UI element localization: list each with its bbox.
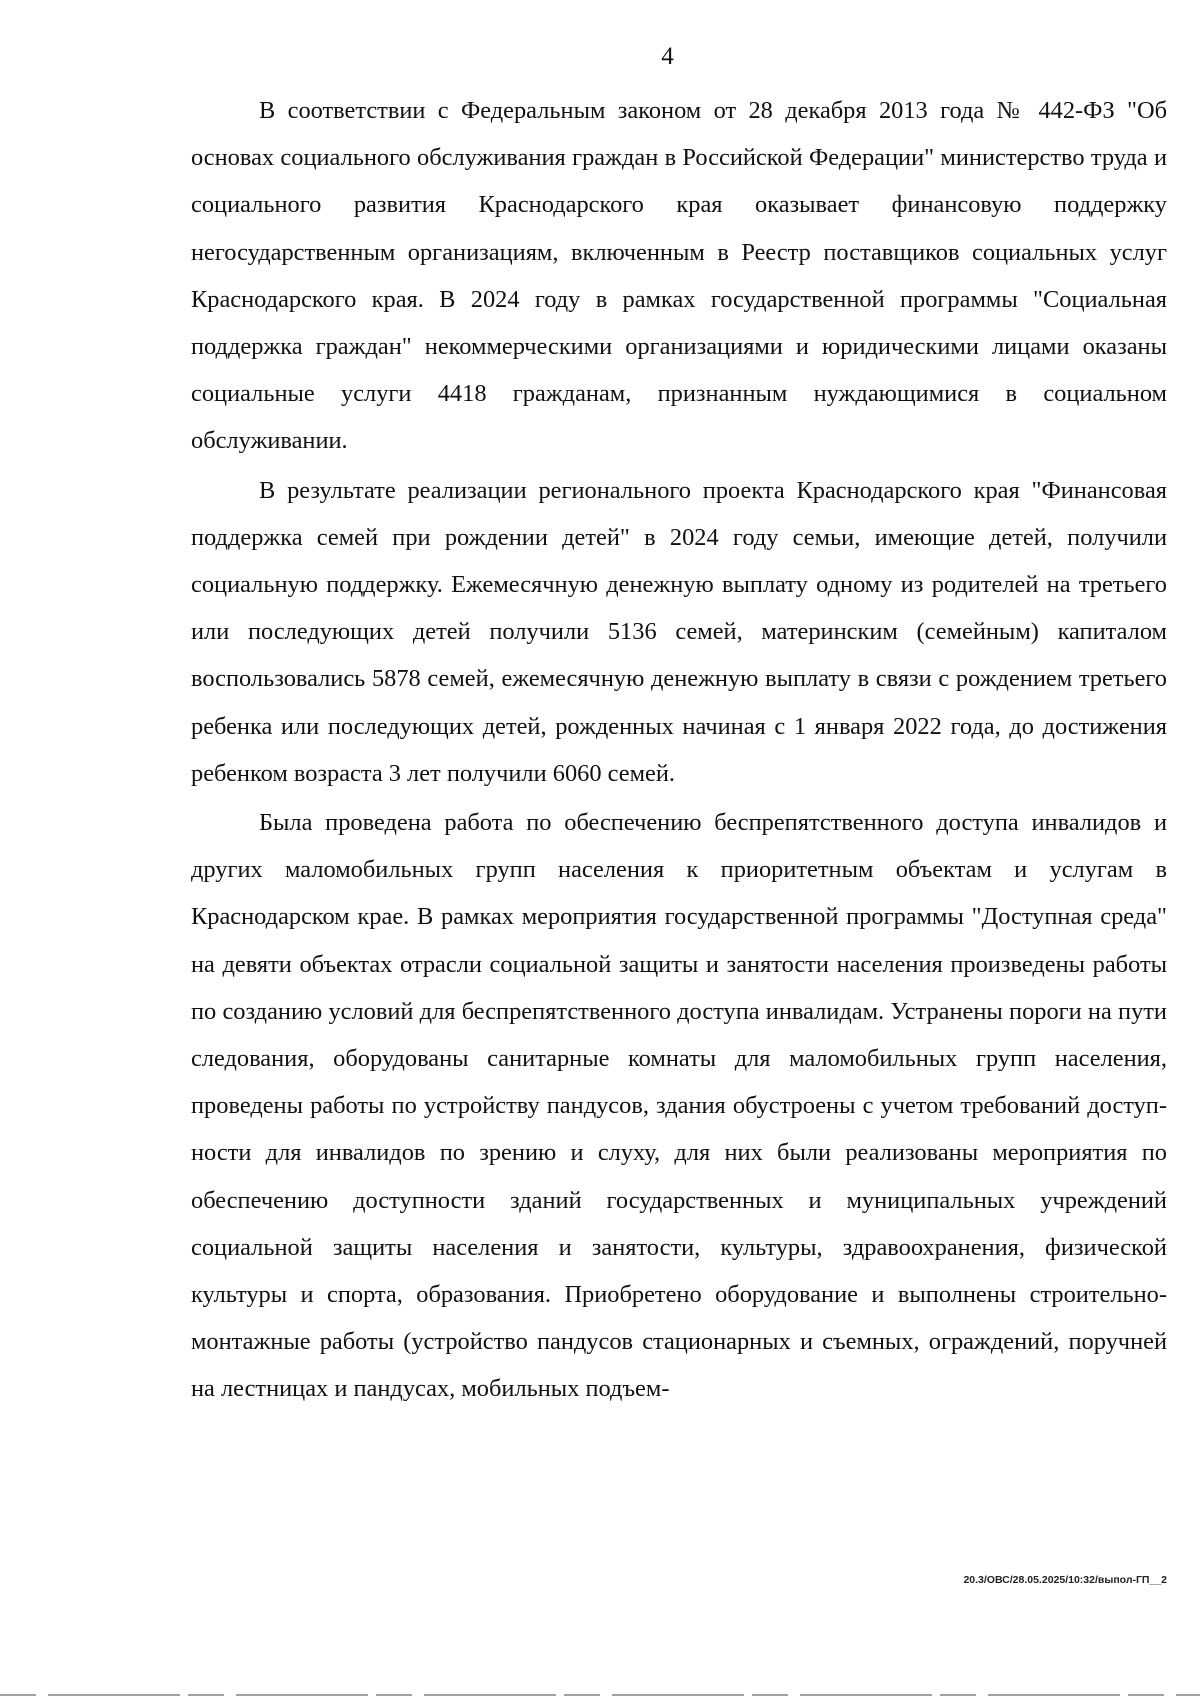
paragraph-family-support: В результате реализации регионального проекта Краснодарского края "Финансовая поддержка семей при рождении детей" в 2024 году семьи, имеющие детей, получили социальную поддержку. Ежемесячную денежную выплату одному из родителей на третьего или последующих детей получили 5136 семей, материнским (семейным) капиталом воспользовались 5878 семей, ежемесячную денежную выплату в связи с рождением третьего ребенка или последующих детей, рожденных начиная с 1 января 2022 года, до достижения ребенком возраста 3 лет получили 6060 семей. [191, 476, 1167, 787]
page-number: 4 [661, 43, 674, 70]
document-registration-code: 20.3/ОВС/28.05.2025/10:32/выпол-ГП__2 [963, 1574, 1167, 1586]
document-body [191, 87, 1167, 1413]
paragraph-social-services-support: В соответствии с Федеральным законом от 28 декабря 2013 года № 442-ФЗ "Об основах социального обслуживания граждан в Российской Федерации" министерство труда и социального развития Краснодарского края оказывает финансовую поддержку негосударственным организациям, включенным в Реестр поставщиков социальных услуг Краснодарского края. В 2024 году в рамках государственной программы "Социальная поддержка граждан" некоммерческими организациями и юридическими лицами оказаны социальные услуги 4418 гражданам, признанным нуждающимися в социальном обслуживании. [191, 97, 1167, 455]
paragraph-accessible-environment: Была проведена работа по обеспечению беспрепятственного доступа инвалидов и других маломобильных групп населения к приоритетным объектам и услугам в Краснодарском крае. В рамках мероприятия государственной программы "Доступная среда" на девяти объектах отрасли социальной защиты и занятости населения произведены работы по созданию условий для беспрепятственного доступа инвалидам. Устранены пороги на пути следования, оборудованы санитарные комнаты для маломобильных групп населения, проведены работы по устройству пандусов, здания обустроены с учетом требований доступности для инвалидов по зрению и слуху, для них были реализованы мероприятия по обеспечению доступности зданий государственных и муниципальных учреждений социальной защиты населения и занятости, культуры, здравоохранения, физической культуры и спорта, образования. Приобретено оборудование и выполнены строительно-монтажные работы (устройство пандусов стационарных и съемных, ограждений, поручней на лестницах и пандусах, мобильных подъем- [191, 809, 1167, 1403]
scan-edge-line [0, 1694, 1200, 1696]
